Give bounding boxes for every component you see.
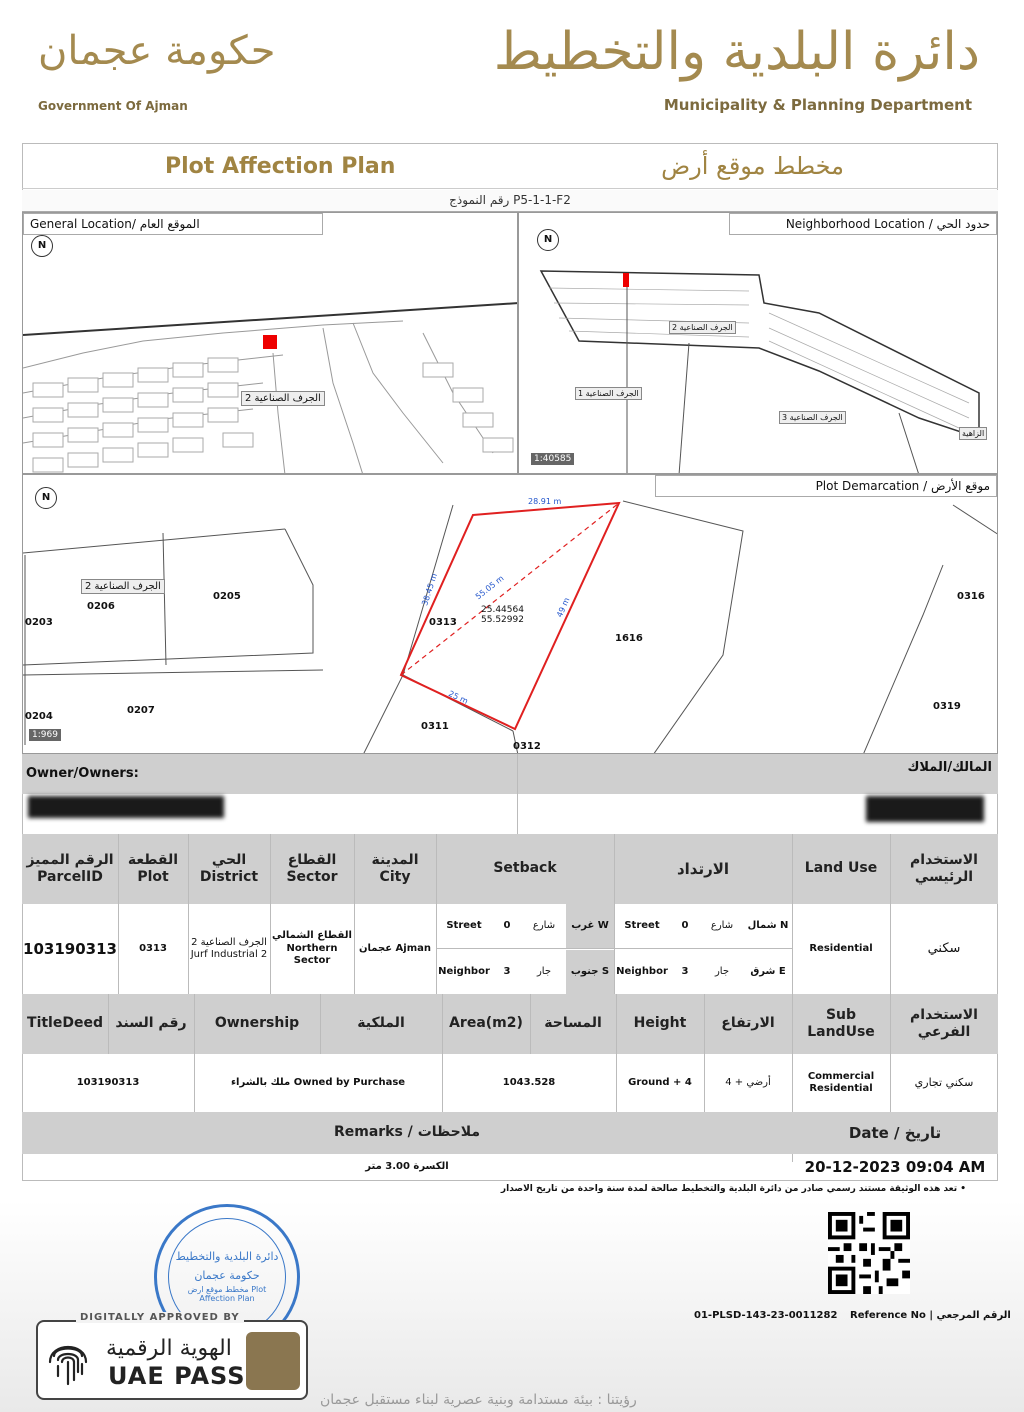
uae-pass-english: UAE PASS <box>108 1362 246 1390</box>
stamp-department-name: دائرة البلدية والتخطيط <box>175 1250 279 1264</box>
setback-cell: شارع <box>532 919 556 931</box>
fingerprint-icon <box>46 1336 90 1386</box>
header-title-deed: TitleDeed <box>27 1015 103 1032</box>
remarks-value: الكسرة 3.00 متر <box>365 1160 449 1172</box>
plot-number: 0313 <box>429 617 457 628</box>
header-height: Height <box>633 1015 687 1032</box>
header-height-arabic: الارتفاع <box>721 1015 775 1032</box>
setback-cell: شرق E <box>750 965 786 977</box>
setback-cell: جار <box>536 965 552 977</box>
stamp-government-name: حكومة عجمان <box>194 1269 260 1283</box>
reference-label: Reference No | الرقم المرجعي <box>850 1310 1011 1321</box>
plot-number: 0204 <box>25 711 53 722</box>
reference-number: 01-PLSD-143-23-0011282 <box>694 1310 838 1321</box>
title-deed-value: 103190313 <box>76 1076 140 1088</box>
title-english: Plot Affection Plan <box>165 154 396 179</box>
plot-demarcation-label: Plot Demarcation / موقع الأرض <box>655 475 997 497</box>
plot-number: 0203 <box>25 617 53 628</box>
owners-header <box>22 754 998 794</box>
header-area: Area(m2) <box>449 1015 523 1032</box>
area-label: الجرف الصناعية 2 <box>669 321 736 334</box>
map-scale: 1:969 <box>29 729 61 741</box>
qr-code-icon <box>828 1212 910 1294</box>
plot-number: 0312 <box>513 741 541 752</box>
plot-number: 0316 <box>957 591 985 602</box>
setback-cell: شمال N <box>747 919 789 931</box>
area-label: الزاهية <box>959 427 987 440</box>
north-arrow-icon: N <box>31 235 53 257</box>
height-value: Ground + 4 <box>628 1076 692 1088</box>
land-use-value: Residential <box>809 942 873 954</box>
setback-cell: جار <box>714 965 730 977</box>
owner-name-arabic-redacted <box>866 796 984 822</box>
setback-cell: جنوب S <box>566 950 614 994</box>
setback-cell: 3 <box>681 965 689 977</box>
header-setback: Setback <box>493 860 557 877</box>
date-value: 20-12-2023 09:04 AM <box>804 1157 986 1176</box>
parcel-id-value: 103190313 <box>23 939 117 958</box>
government-logo-arabic: حكومة عجمان <box>38 28 276 74</box>
vision-statement: رؤيتنا : بيئة مستدامة وبنية عصرية لبناء مستقبل عجمان <box>320 1392 637 1408</box>
plot-number: 0205 <box>213 591 241 602</box>
validity-note: • تعد هذه الوثيقة مستند رسمي صادر من دائرة البلدية والتخطيط صالحة لمدة سنة واحدة من تاريخ الاصدار <box>500 1184 966 1194</box>
date-label: Date / تاريخ <box>848 1123 942 1142</box>
setback-cell: Neighbor <box>616 965 668 977</box>
longitude: 55.52992 <box>481 615 524 626</box>
header-parcel-id: الرقم المميز ParcelID <box>26 851 114 885</box>
department-logo-arabic: دائرة البلدية والتخطيط <box>493 22 980 82</box>
plot-number: 0206 <box>87 601 115 612</box>
setback-cell: 0 <box>503 919 511 931</box>
setback-cell: غرب W <box>566 904 614 948</box>
header-sub-land-use-arabic: الاستخدام الفرعي <box>910 1006 978 1040</box>
latitude: 25.44564 <box>481 605 524 615</box>
header-district: الحي District <box>199 851 259 885</box>
owner-name-redacted <box>28 796 224 818</box>
setback-cell: 0 <box>681 919 689 931</box>
header-land-use: Land Use <box>804 860 878 877</box>
neighborhood-map-drawing <box>519 213 998 474</box>
setback-cell: Street <box>446 919 482 931</box>
sub-land-use-value: Commercial Residential <box>807 1070 875 1094</box>
plot-number: 0311 <box>421 721 449 732</box>
area-value: 1043.528 <box>502 1076 556 1088</box>
header-plot: القطعة Plot <box>127 851 179 885</box>
neighborhood-location-map <box>518 212 998 474</box>
stamp-caption: مخطط موقع ارض Plot Affection Plan <box>187 1285 267 1303</box>
plot-number: 0207 <box>127 705 155 716</box>
area-label: الجرف الصناعية 3 <box>779 411 846 424</box>
north-arrow-icon: N <box>35 487 57 509</box>
plot-value: 0313 <box>139 942 167 954</box>
area-label: الجرف الصناعية 2 <box>241 391 325 406</box>
dimension-label: 55.05 m <box>473 573 506 602</box>
header-title-deed-arabic: رقم السند <box>115 1015 187 1032</box>
setback-cell: Neighbor <box>438 965 490 977</box>
digitally-approved-label: DIGITALLY APPROVED BY <box>76 1312 244 1323</box>
setback-cell: Street <box>624 919 660 931</box>
header-area-arabic: المساحة <box>544 1015 602 1032</box>
area-label: الجرف الصناعية 2 <box>81 579 165 594</box>
plot-number: 0319 <box>933 701 961 712</box>
land-use-arabic-value: سكني <box>927 940 961 956</box>
general-map-drawing <box>23 213 518 474</box>
plot-number: 1616 <box>615 633 643 644</box>
map-scale: 1:40585 <box>531 453 574 465</box>
plot-demarcation-map <box>22 474 998 754</box>
plot-coordinates <box>481 605 524 626</box>
north-arrow-icon: N <box>537 229 559 251</box>
neighborhood-location-label: Neighborhood Location / حدود الحي <box>729 213 997 235</box>
qr-code <box>828 1212 910 1294</box>
dimension-label: 38.45 m <box>420 572 440 607</box>
city-value: عجمان Ajman <box>359 942 431 954</box>
uae-pass-arabic: الهوية الرقمية <box>106 1336 232 1361</box>
sector-value: القطاع الشمالي Northern Sector <box>272 930 352 967</box>
general-location-map <box>22 212 518 474</box>
government-logo-english: Government Of Ajman <box>38 99 188 113</box>
owners-label-english: Owner/Owners: <box>26 766 139 781</box>
header-city: المدينة City <box>371 851 419 885</box>
sub-land-use-arabic-value: سكني تجاري <box>914 1076 974 1090</box>
dimension-label: 49 m <box>554 596 572 619</box>
header-sector: القطاع Sector <box>286 851 338 885</box>
dimension-label: 25 m <box>447 689 470 706</box>
ownership-value: ملك بالشراء Owned by Purchase <box>230 1076 406 1088</box>
form-number: رقم النموذج P5-1-1-F2 <box>22 190 998 212</box>
department-logo-english: Municipality & Planning Department <box>663 96 972 114</box>
setback-cell: 3 <box>503 965 511 977</box>
header-ownership: Ownership <box>214 1015 300 1032</box>
owners-label-arabic: المالك/الملاك <box>907 760 992 775</box>
district-value: الجرف الصناعية 2 Jurf Industrial 2 <box>190 936 268 960</box>
setback-cell: شارع <box>710 919 734 931</box>
header-ownership-arabic: الملكية <box>357 1015 405 1032</box>
header-sub-land-use: Sub LandUse <box>807 1006 875 1040</box>
remarks-label: Remarks / ملاحظات <box>333 1124 481 1141</box>
dimension-label: 28.91 m <box>528 497 562 506</box>
general-location-label: General Location/ الموقع العام <box>23 213 323 235</box>
height-arabic-value: أرضي + 4 <box>725 1076 771 1088</box>
title-arabic: مخطط موقع أرض <box>661 152 844 180</box>
area-label: الجرف الصناعية 1 <box>575 387 642 400</box>
ajman-emblem-icon <box>246 1332 300 1390</box>
header-setback-arabic: الارتداد <box>676 859 730 878</box>
header-land-use-arabic: الاستخدام الرئيسي <box>910 851 978 885</box>
